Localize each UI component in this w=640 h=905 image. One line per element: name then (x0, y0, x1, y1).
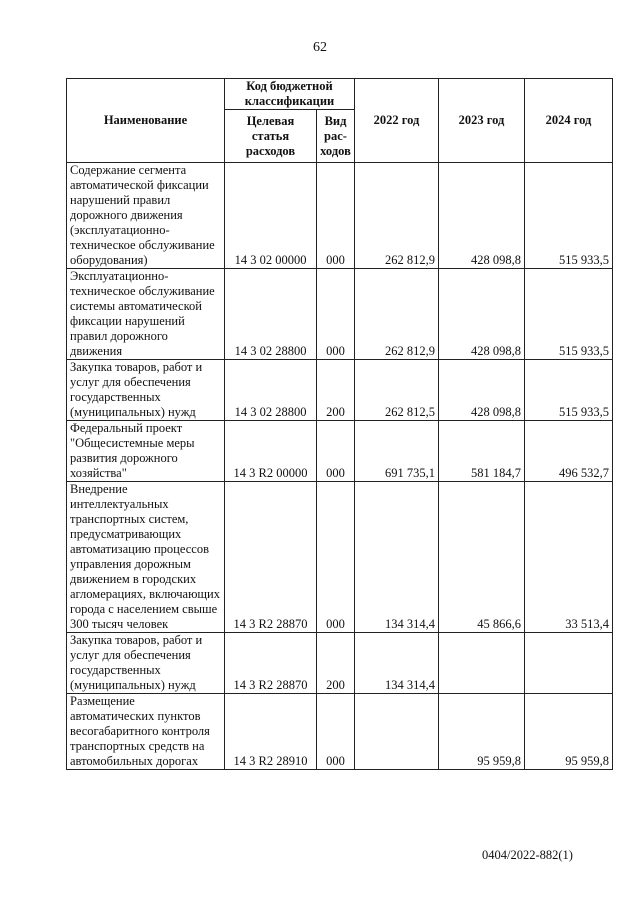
row-value-2023 (439, 633, 525, 694)
row-target-code: 14 3 R2 28870 (225, 633, 317, 694)
header-expense-type: Вид рас-ходов (317, 110, 355, 163)
document-number: 0404/2022-882(1) (482, 848, 573, 862)
table-row (67, 163, 613, 269)
row-value-2022 (355, 694, 439, 770)
row-value-2022: 134 314,4 (355, 482, 439, 633)
table-row (67, 633, 613, 694)
table-row (67, 421, 613, 482)
row-name: Содержание сегмента автоматической фиксации нарушений правил дорожного движения (эксплуатационно-техническое обслуживание оборудования) (67, 163, 225, 269)
row-expense-type: 000 (317, 269, 355, 360)
table-row (67, 482, 613, 633)
row-value-2022: 262 812,9 (355, 269, 439, 360)
row-target-code: 14 3 02 00000 (225, 163, 317, 269)
header-2023: 2023 год (439, 79, 525, 163)
row-value-2023: 428 098,8 (439, 163, 525, 269)
page-number: 62 (313, 40, 327, 55)
row-target-code: 14 3 R2 00000 (225, 421, 317, 482)
row-value-2024: 515 933,5 (525, 269, 613, 360)
header-budget-code: Код бюджетной классификации (225, 79, 355, 110)
row-value-2024: 33 513,4 (525, 482, 613, 633)
row-expense-type: 000 (317, 421, 355, 482)
table-row (67, 694, 613, 770)
row-value-2024: 95 959,8 (525, 694, 613, 770)
row-value-2024: 515 933,5 (525, 163, 613, 269)
row-value-2023: 95 959,8 (439, 694, 525, 770)
row-value-2022: 134 314,4 (355, 633, 439, 694)
row-target-code: 14 3 02 28800 (225, 360, 317, 421)
row-value-2022: 262 812,9 (355, 163, 439, 269)
row-name: Эксплуатационно-техническое обслуживание системы автоматической фиксации нарушений правил дорожного движения (67, 269, 225, 360)
row-expense-type: 200 (317, 633, 355, 694)
header-name: Наименование (67, 79, 225, 163)
row-expense-type: 200 (317, 360, 355, 421)
row-name: Закупка товаров, работ и услуг для обеспечения государственных (муниципальных) нужд (67, 633, 225, 694)
row-value-2023: 428 098,8 (439, 360, 525, 421)
row-value-2024 (525, 633, 613, 694)
header-2024: 2024 год (525, 79, 613, 163)
budget-table (66, 78, 613, 770)
row-value-2023: 45 866,6 (439, 482, 525, 633)
row-target-code: 14 3 02 28800 (225, 269, 317, 360)
row-value-2022: 691 735,1 (355, 421, 439, 482)
row-target-code: 14 3 R2 28870 (225, 482, 317, 633)
row-value-2024: 515 933,5 (525, 360, 613, 421)
row-name: Закупка товаров, работ и услуг для обеспечения государственных (муниципальных) нужд (67, 360, 225, 421)
row-expense-type: 000 (317, 163, 355, 269)
row-expense-type: 000 (317, 482, 355, 633)
header-2022: 2022 год (355, 79, 439, 163)
row-name: Размещение автоматических пунктов весогабаритного контроля транспортных средств на автомобильных дорогах (67, 694, 225, 770)
row-name: Внедрение интеллектуальных транспортных систем, предусматривающих автоматизацию процессов управления дорожным движением в городских агломерациях, включающих города с населением свыше 300 тысяч человек (67, 482, 225, 633)
row-name: Федеральный проект "Общесистемные меры развития дорожного хозяйства" (67, 421, 225, 482)
row-expense-type: 000 (317, 694, 355, 770)
header-target-item: Целевая статья расходов (225, 110, 317, 163)
row-value-2023: 581 184,7 (439, 421, 525, 482)
table-row (67, 360, 613, 421)
row-target-code: 14 3 R2 28910 (225, 694, 317, 770)
row-value-2024: 496 532,7 (525, 421, 613, 482)
row-value-2023: 428 098,8 (439, 269, 525, 360)
row-value-2022: 262 812,5 (355, 360, 439, 421)
table-row (67, 269, 613, 360)
